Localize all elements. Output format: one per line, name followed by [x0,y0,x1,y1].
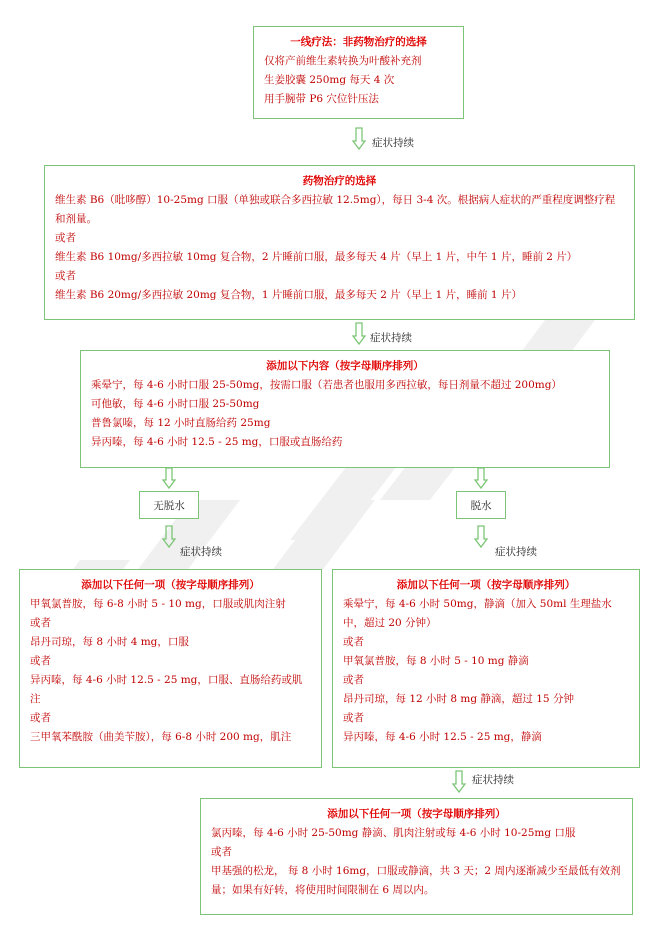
down-arrow-icon [352,127,366,151]
dehydration-options-box [332,569,640,768]
no-dehydration-box [139,491,199,519]
first-line-therapy-box [253,26,464,119]
add-following-box [80,350,610,468]
branch-label: 无脱水 [153,499,185,512]
box4-line: 或者 [30,655,51,667]
box6-line: 甲基强的松龙， 每 8 小时 16mg，口服或静滴，共 3 天；2 周内逐渐减少至最低有效剂量；如果有好转，将使用时间限制在 6 周以内。 [211,865,621,896]
box4-title: 添加以下任何一项（按字母顺序排列） [81,579,260,591]
box5-title: 添加以下任何一项（按字母顺序排列） [396,579,576,591]
box3-line: 可他敏，每 4-6 小时口服 25-50mg [91,398,260,410]
branch-label: 脱水 [470,499,492,512]
box6-line: 氯丙嗪，每 4-6 小时 25-50mg 静滴、肌肉注射或每 4-6 小时 10-25mg 口服 [211,827,576,839]
box5-line: 昂丹司琼，每 12 小时 8 mg 静滴，超过 15 分钟 [343,693,574,705]
box1-line: 仅将产前维生素转换为叶酸补充剂 [264,55,422,67]
down-arrow-icon [474,468,488,490]
box2-line: 维生素 B6（吡哆醇）10-25mg 口服（单独或联合多西拉敏 12.5mg），每日 3-4 次。根据病人症状的严重程度调整疗程和剂量。 [55,194,616,225]
box5-line: 或者 [343,674,364,686]
arrow-label: 症状持续 [495,546,537,558]
box6-line: 或者 [211,846,232,858]
box2-line: 维生素 B6 10mg/多西拉敏 10mg 复合物，2 片睡前口服，最多每天 4 片（早上 1 片，中午 1 片，睡前 2 片） [55,251,578,263]
box2-line: 或者 [55,232,76,244]
arrow-label: 症状持续 [372,137,414,149]
drug-therapy-box [44,165,635,320]
box4-line: 异丙嗪，每 4-6 小时 12.5 - 25 mg，口服、直肠给药或肌注 [30,674,303,705]
box3-line: 异丙嗪，每 4-6 小时 12.5 - 25 mg，口服或直肠给药 [91,436,343,448]
down-arrow-icon [162,468,176,490]
no-dehydration-options-box [19,569,322,768]
final-options-box [200,798,633,915]
box5-line: 或者 [343,636,364,648]
box3-line: 乘晕宁，每 4-6 小时口服 25-50mg，按需口服（若患者也服用多西拉敏，每日剂量不超过 200mg） [91,379,562,391]
down-arrow-icon [452,770,466,794]
down-arrow-icon [474,525,488,549]
box4-line: 三甲氧苯酰胺（曲美苄胺），每 6-8 小时 200 mg，肌注 [30,731,292,743]
box2-title: 药物治疗的选择 [302,175,377,187]
box4-line: 甲氧氯普胺，每 6-8 小时 5 - 10 mg，口服或肌肉注射 [30,598,286,610]
arrow-label: 症状持续 [370,332,412,344]
box1-line: 生姜胶囊 250mg 每天 4 次 [264,74,395,86]
box1-line: 用手腕带 P6 穴位针压法 [264,93,379,105]
down-arrow-icon [162,525,176,549]
box5-line: 甲氧氯普胺，每 8 小时 5 - 10 mg 静滴 [343,655,529,667]
box4-line: 或者 [30,617,51,629]
box5-line: 乘晕宁，每 4-6 小时 50mg，静滴（加入 50ml 生理盐水中，超过 20 分钟） [343,598,612,629]
down-arrow-icon [352,322,366,346]
box4-line: 或者 [30,712,51,724]
box2-line: 或者 [55,270,76,282]
box3-title: 添加以下内容（按字母顺序排列） [266,360,424,372]
box5-line: 异丙嗪，每 4-6 小时 12.5 - 25 mg，静滴 [343,731,542,743]
arrow-label: 症状持续 [180,546,222,558]
dehydration-box [456,491,506,519]
arrow-label: 症状持续 [472,774,514,786]
box4-line: 昂丹司琼，每 8 小时 4 mg，口服 [30,636,189,648]
box6-title: 添加以下任何一项（按字母顺序排列） [327,808,506,820]
box2-line: 维生素 B6 20mg/多西拉敏 20mg 复合物，1 片睡前口服，最多每天 2 片（早上 1 片，睡前 1 片） [55,289,522,301]
box5-line: 或者 [343,712,364,724]
box1-title: 一线疗法：非药物治疗的选择 [290,36,427,48]
box3-line: 普鲁氯嗪，每 12 小时直肠给药 25mg [91,417,271,429]
